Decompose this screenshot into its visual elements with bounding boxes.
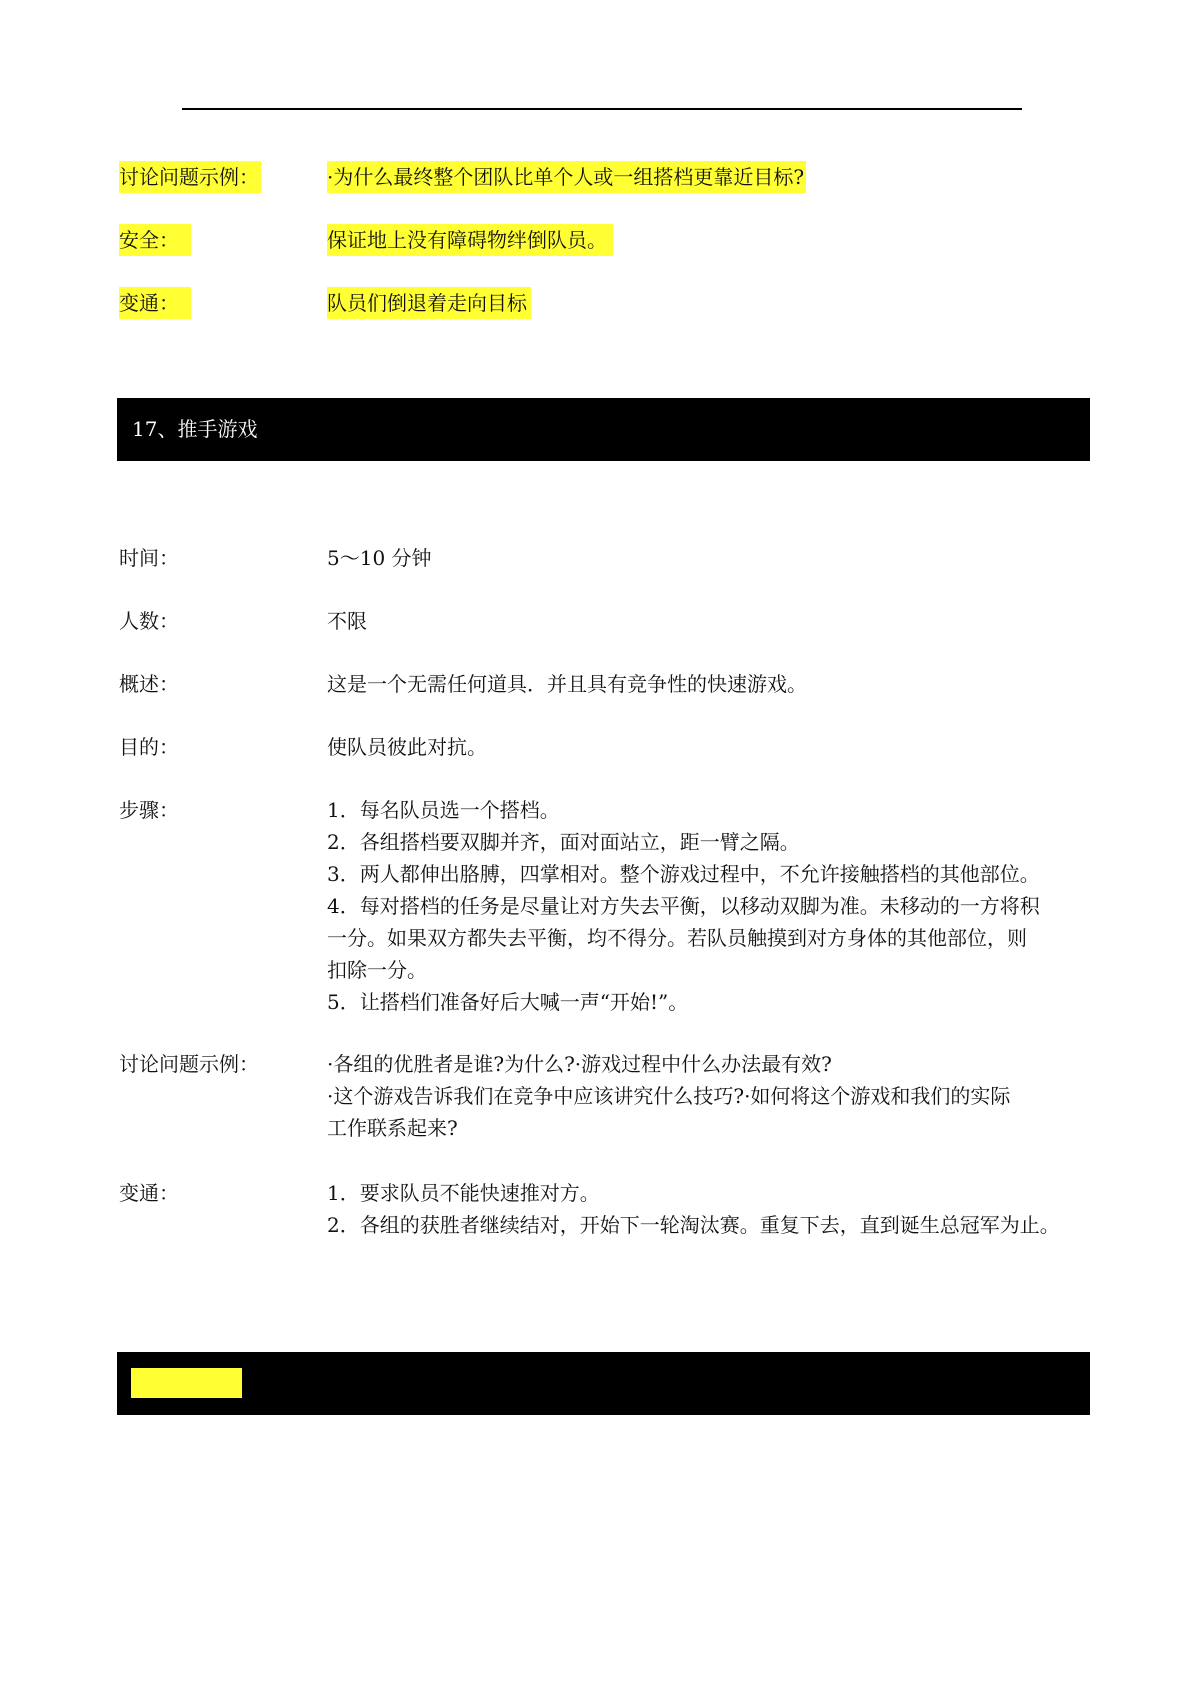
people-label: 人数： — [119, 609, 179, 633]
variation-line: 1．要求队员不能快速推对方。 — [327, 1181, 600, 1205]
discussion-label-2: 讨论问题示例： — [119, 1052, 259, 1076]
purpose-label: 目的： — [119, 735, 179, 759]
step-line: 2．各组搭档要双脚并齐，面对面站立，距一臂之隔。 — [327, 830, 800, 854]
overview-value: 这是一个无需任何道具．并且具有竞争性的快速游戏。 — [327, 672, 807, 696]
step-line: 5．让搭档们准备好后大喊一声“开始!”。 — [327, 990, 689, 1014]
section-17-title: 17、推手游戏 — [132, 417, 258, 441]
steps-list — [327, 794, 1087, 1018]
purpose-value: 使队员彼此对抗。 — [327, 735, 487, 759]
variation-value: 队员们倒退着走向目标 — [327, 287, 531, 319]
step-line: 一分。如果双方都失去平衡，均不得分。若队员触摸到对方身体的其他部位，则 — [327, 926, 1027, 950]
time-label: 时间： — [119, 546, 179, 570]
steps-label: 步骤： — [119, 798, 179, 822]
discussion-line: ·各组的优胜者是谁?为什么?·游戏过程中什么办法最有效? — [327, 1052, 832, 1076]
discussion-line: 工作联系起来? — [327, 1116, 458, 1140]
variation-label: 变通： — [119, 287, 191, 319]
step-line: 扣除一分。 — [327, 958, 427, 982]
people-value: 不限 — [327, 609, 367, 633]
step-line: 4．每对搭档的任务是尽量让对方失去平衡，以移动双脚为准。未移动的一方将积 — [327, 894, 1040, 918]
safety-value: 保证地上没有障碍物绊倒队员。 — [327, 224, 613, 256]
section-18-bar — [117, 1352, 1090, 1415]
safety-label: 安全： — [119, 224, 191, 256]
header-rule — [182, 108, 1022, 110]
discussion-line: ·这个游戏告诉我们在竞争中应该讲究什么技巧?·如何将这个游戏和我们的实际 — [327, 1084, 1011, 1108]
step-line: 1．每名队员选一个搭档。 — [327, 798, 560, 822]
overview-label: 概述： — [119, 672, 179, 696]
variation-list — [327, 1177, 1087, 1241]
time-value: 5～10 分钟 — [327, 546, 432, 570]
step-line: 3．两人都伸出胳膊，四掌相对。整个游戏过程中，不允许接触搭档的其他部位。 — [327, 862, 1040, 886]
discussion-label: 讨论问题示例： — [119, 161, 261, 193]
discussion-list — [327, 1048, 1087, 1144]
variation-line: 2．各组的获胜者继续结对，开始下一轮淘汰赛。重复下去，直到诞生总冠军为止。 — [327, 1213, 1060, 1237]
discussion-value: ·为什么最终整个团队比单个人或一组搭档更靠近目标? — [327, 161, 806, 193]
section-17-bar — [117, 398, 1090, 461]
section-18-title: 18、第六感 — [131, 1368, 242, 1398]
variation-label-2: 变通： — [119, 1181, 179, 1205]
